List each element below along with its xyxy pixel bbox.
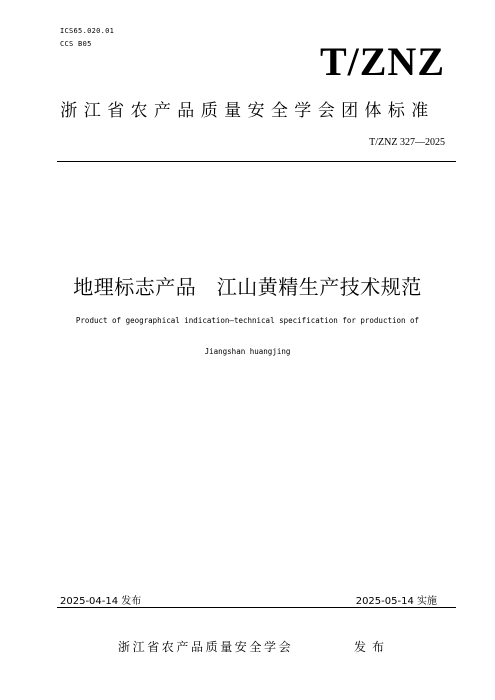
document-title-en-line2: Jiangshan huangjing xyxy=(204,347,291,356)
implement-date: 2025-05-14 实施 xyxy=(355,596,437,607)
ccs-code: CCS B05 xyxy=(60,40,92,48)
document-title-en-line1: Product of geographical indication—technical specification for production of xyxy=(75,316,420,325)
publish-date: 2025-04-14 发布 xyxy=(60,596,142,607)
document-title-cn: 地理标志产品 江山黄精生产技术规范 xyxy=(73,275,422,299)
issue-label: 发布 xyxy=(354,640,391,654)
standard-number: T/ZNZ 327—2025 xyxy=(369,137,445,148)
header-divider xyxy=(57,161,456,162)
footer-divider xyxy=(57,607,456,608)
ics-code: ICS65.020.01 xyxy=(60,27,115,35)
standard-brand-logo: T/ZNZ xyxy=(319,39,445,84)
organization-standard-title: 浙江省农产品质量安全学会团体标准 xyxy=(60,101,435,121)
publisher-name: 浙江省农产品质量安全学会 xyxy=(118,640,294,654)
